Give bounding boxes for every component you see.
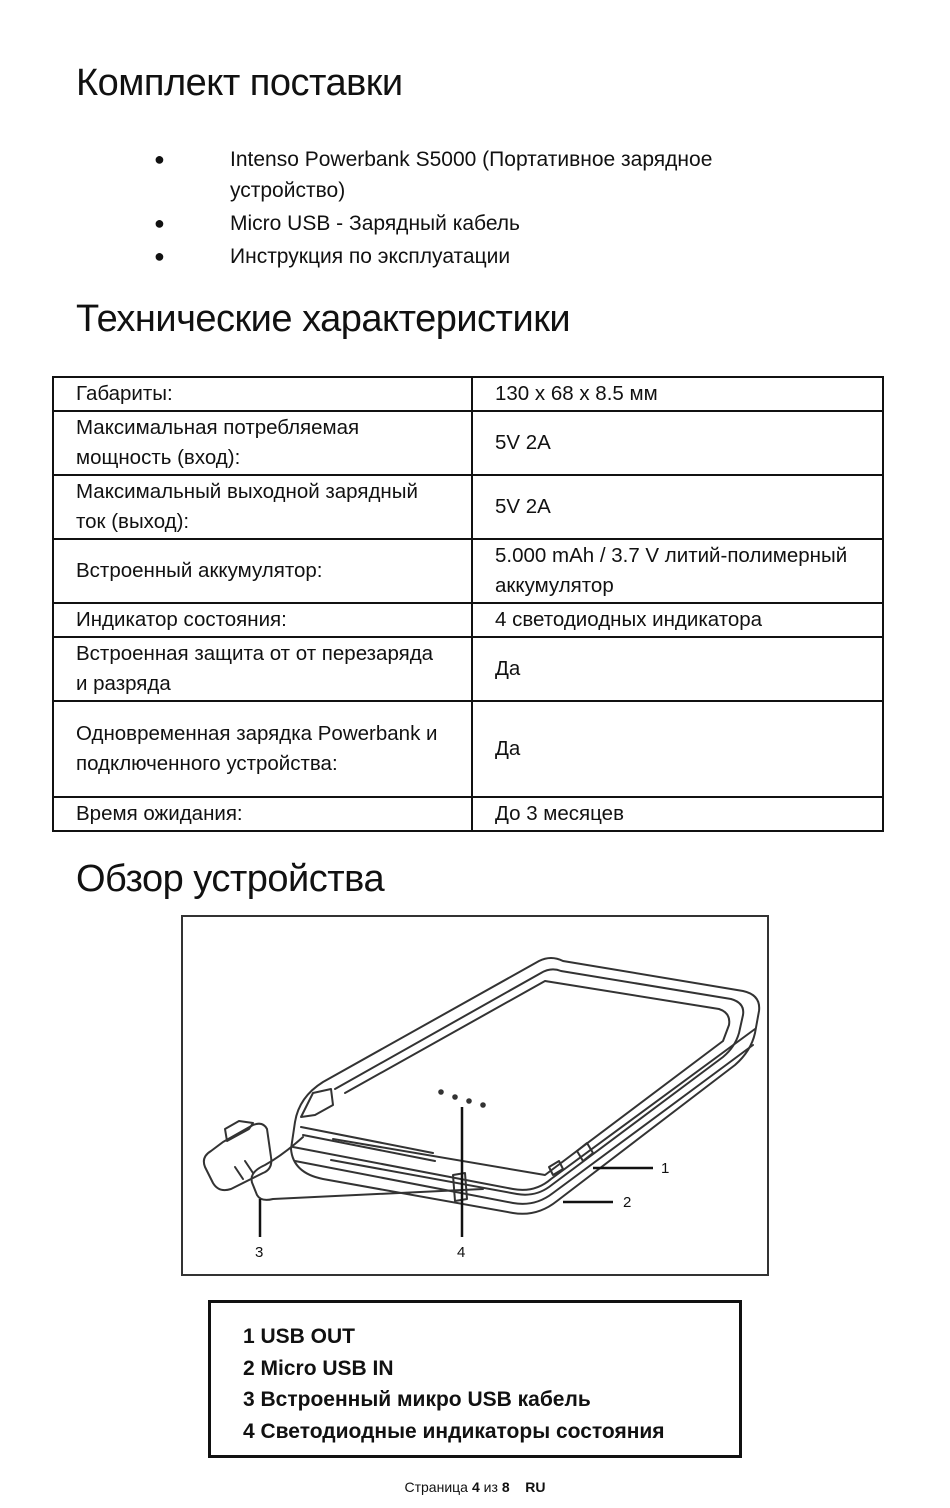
footer-of-word: из (483, 1479, 498, 1495)
page-footer (0, 1479, 950, 1495)
spec-label: Максимальный выходной зарядный ток (выход): (53, 475, 472, 539)
spec-label: Индикатор состояния: (53, 603, 472, 637)
callout-label: 4 (457, 1244, 466, 1261)
callout-label: 3 (255, 1244, 264, 1261)
list-item: ● Инструкция по эксплуатации (150, 241, 810, 272)
spec-value: 4 светодиодных индикатора (472, 603, 883, 637)
bullet-icon: ● (154, 213, 165, 233)
footer-page-number: 4 (471, 1479, 480, 1495)
table-row (53, 797, 883, 831)
spec-value: До 3 месяцев (472, 797, 883, 831)
table-row (53, 475, 883, 539)
bullet-icon: ● (154, 246, 165, 266)
spec-label: Время ожидания: (53, 797, 472, 831)
spec-label: Встроенная защита от от перезаряда и разряда (53, 637, 472, 701)
list-item: ● Micro USB - Зарядный кабель (150, 208, 810, 239)
section-title-contents: Комплект поставки (76, 62, 403, 104)
footer-page-total: 8 (501, 1479, 510, 1495)
legend-item: 1 USB OUT (243, 1325, 356, 1348)
legend-item: 4 Светодиодные индикаторы состояния (243, 1419, 665, 1443)
spec-label: Одновременная зарядка Powerbank и подключенного устройства: (53, 701, 472, 797)
footer-language: RU (525, 1479, 546, 1495)
table-row (53, 701, 883, 797)
footer-page-word: Страница (404, 1479, 468, 1495)
contents-list (150, 144, 810, 274)
spec-value: Да (472, 701, 883, 797)
list-item: ● Intenso Powerbank S5000 (Портативное зарядное устройство) (150, 144, 810, 206)
device-illustration (181, 915, 769, 1276)
table-row (53, 411, 883, 475)
spec-label: Встроенный аккумулятор: (53, 539, 472, 603)
spec-value: 5V 2A (472, 475, 883, 539)
table-row (53, 603, 883, 637)
spec-label: Максимальная потребляемая мощность (вход): (53, 411, 472, 475)
spec-value: Да (472, 637, 883, 701)
table-row (53, 637, 883, 701)
legend-item: 3 Встроенный микро USB кабель (243, 1388, 591, 1411)
legend-item: 2 Micro USB IN (243, 1356, 394, 1380)
spec-value: 5.000 mAh / 3.7 V литий-полимерный аккумулятор (472, 539, 883, 603)
specs-table (52, 376, 884, 832)
powerbank-drawing (183, 917, 767, 1274)
table-row (53, 377, 883, 411)
section-title-overview: Обзор устройства (76, 858, 385, 900)
callout-label: 2 (623, 1194, 632, 1211)
spec-label: Габариты: (53, 377, 472, 411)
table-row (53, 539, 883, 603)
spec-value: 5V 2A (472, 411, 883, 475)
bullet-icon: ● (154, 149, 165, 169)
callout-label: 1 (661, 1160, 670, 1177)
spec-value: 130 x 68 x 8.5 мм (472, 377, 883, 411)
legend-box (208, 1300, 742, 1458)
section-title-specs: Технические характеристики (76, 298, 571, 340)
